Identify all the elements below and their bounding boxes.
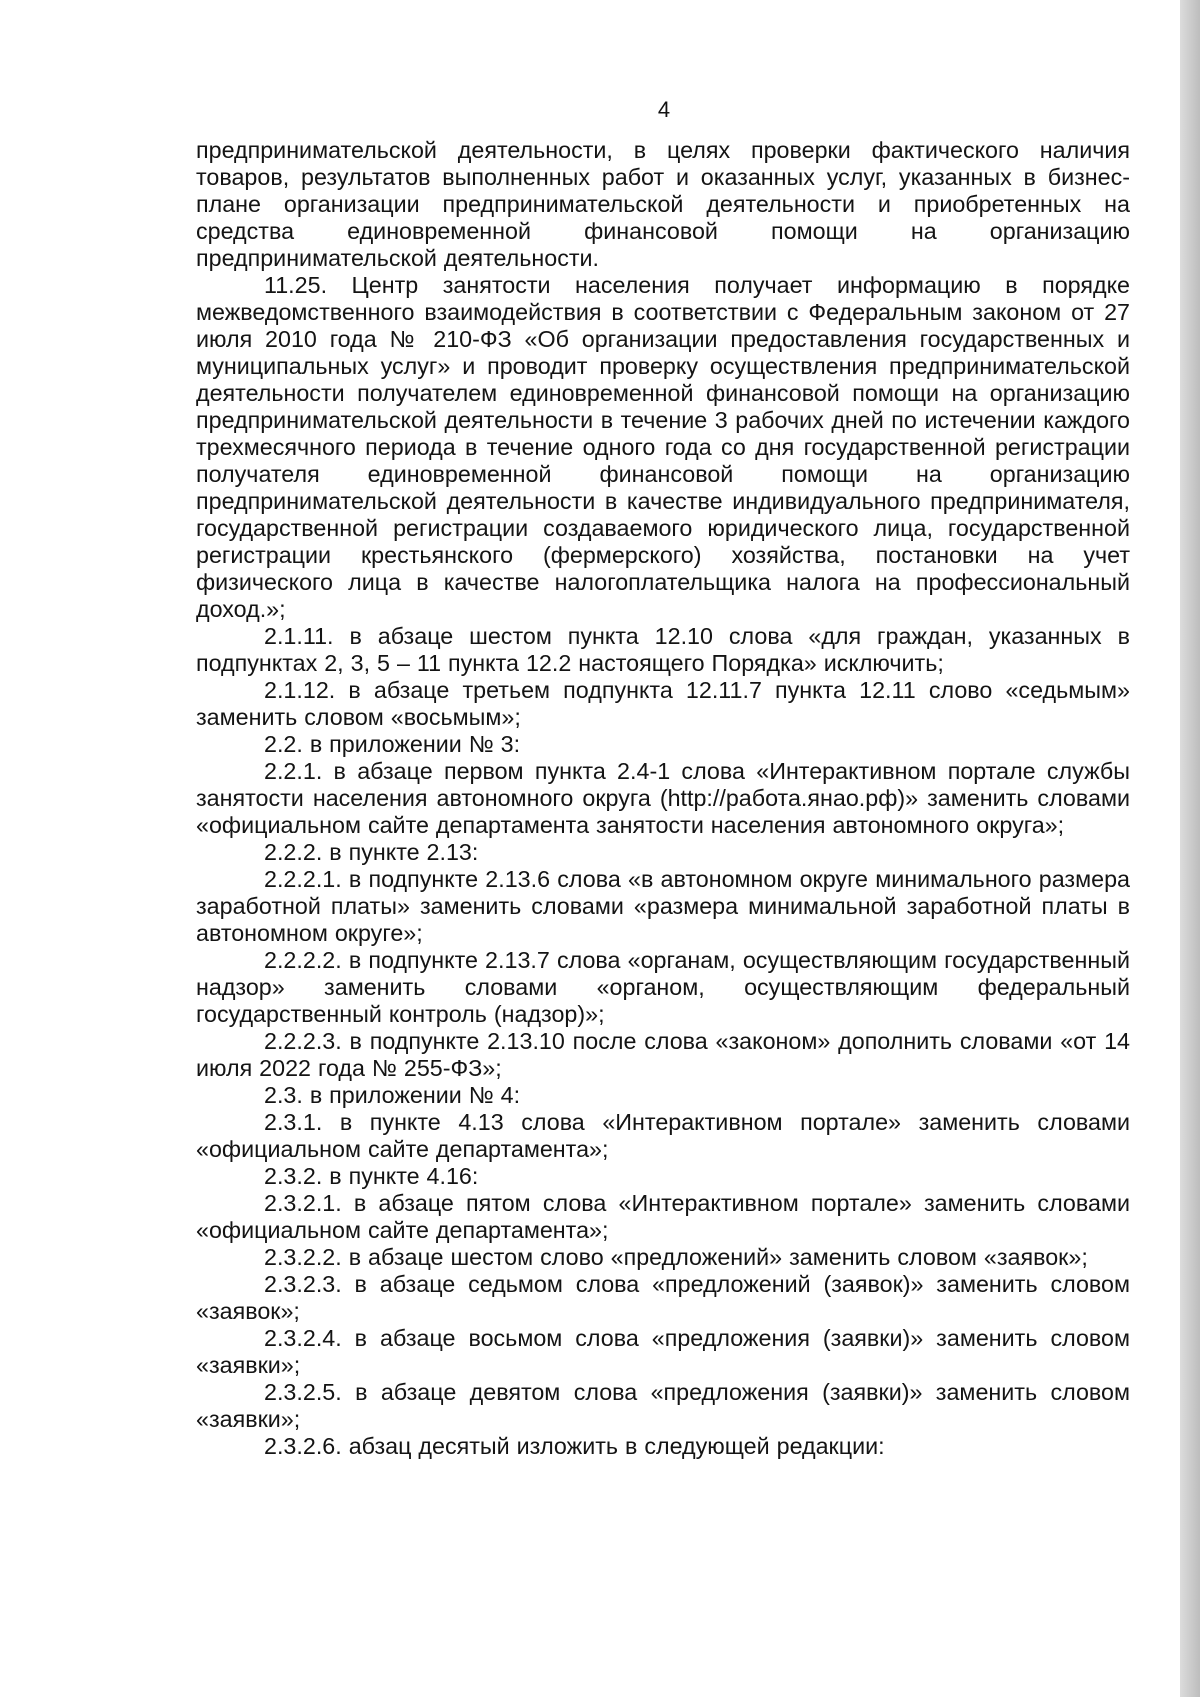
paragraph-item-11-25: 11.25. Центр занятости населения получает информацию в порядке межведомственного взаимодействия в соответствии с Федеральным законом от 27 июля 2010 года № 210-ФЗ «Об организации предоставления государственных и муниципальных услуг» и проводит проверку осуществления предпринимательской деятельности получателем единовременной финансовой помощи на организацию предпринимательской деятельности в течение 3 рабочих дней по истечении каждого трехмесячного периода в течение одного года со дня государственной регистрации получателя единовременной финансовой помощи на организацию предпринимательской деятельности в качестве индивидуального предпринимателя, государственной регистрации создаваемого юридического лица, государственной регистрации крестьянского (фермерского) хозяйства, постановки на учет физического лица в качестве налогоплательщика налога на профессиональный доход.»; bbox=[196, 272, 1130, 622]
paragraph-item-2-3-2-2: 2.3.2.2. в абзаце шестом слово «предложений» заменить словом «заявок»; bbox=[264, 1244, 1088, 1270]
paragraph-item-2-3: 2.3. в приложении № 4: bbox=[264, 1082, 521, 1108]
paragraph-continuation: предпринимательской деятельности, в целях проверки фактического наличия товаров, результатов выполненных работ и оказанных услуг, указанных в бизнес-плане организации предпринимательской деятельности и приобретенных на средства единовременной финансовой помощи на организацию предпринимательской деятельности. bbox=[196, 137, 1130, 271]
paragraph-item-2-2-2-3: 2.2.2.3. в подпункте 2.13.10 после слова «законом» дополнить словами «от 14 июля 2022 года № 255-ФЗ»; bbox=[196, 1028, 1130, 1081]
document-body bbox=[196, 137, 1130, 1460]
paragraph-item-2-2-2-1: 2.2.2.1. в подпункте 2.13.6 слова «в автономном округе минимального размера заработной платы» заменить словами «размера минимальной заработной платы в автономном округе»; bbox=[196, 866, 1130, 946]
paragraph-item-2-3-2-6: 2.3.2.6. абзац десятый изложить в следующей редакции: bbox=[264, 1433, 885, 1459]
paragraph-item-2-2-2: 2.2.2. в пункте 2.13: bbox=[264, 839, 479, 865]
paragraph-item-2-3-2-1: 2.3.2.1. в абзаце пятом слова «Интерактивном портале» заменить словами «официальном сайте департамента»; bbox=[196, 1190, 1130, 1243]
paragraph-item-2-3-2-3: 2.3.2.3. в абзаце седьмом слова «предложений (заявок)» заменить словом «заявок»; bbox=[196, 1271, 1130, 1324]
paragraph-item-2-3-2-5: 2.3.2.5. в абзаце девятом слова «предложения (заявки)» заменить словом «заявки»; bbox=[196, 1379, 1130, 1432]
paragraph-item-2-3-1: 2.3.1. в пункте 4.13 слова «Интерактивном портале» заменить словами «официальном сайте департамента»; bbox=[196, 1109, 1130, 1162]
paragraph-item-2-2: 2.2. в приложении № 3: bbox=[264, 731, 521, 757]
scan-edge-shadow bbox=[1180, 0, 1200, 1697]
paragraph-item-2-2-2-2: 2.2.2.2. в подпункте 2.13.7 слова «органам, осуществляющим государственный надзор» заменить словами «органом, осуществляющим федеральный государственный контроль (надзор)»; bbox=[196, 947, 1130, 1027]
page-number: 4 bbox=[657, 97, 671, 122]
paragraph-item-2-1-11: 2.1.11. в абзаце шестом пункта 12.10 слова «для граждан, указанных в подпунктах 2, 3, 5 – 11 пункта 12.2 настоящего Порядка» исключить; bbox=[196, 623, 1130, 676]
paragraph-item-2-3-2: 2.3.2. в пункте 4.16: bbox=[264, 1163, 479, 1189]
paragraph-item-2-1-12: 2.1.12. в абзаце третьем подпункта 12.11.7 пункта 12.11 слово «седьмым» заменить словом «восьмым»; bbox=[196, 677, 1130, 730]
paragraph-item-2-3-2-4: 2.3.2.4. в абзаце восьмом слова «предложения (заявки)» заменить словом «заявки»; bbox=[196, 1325, 1130, 1378]
paragraph-item-2-2-1: 2.2.1. в абзаце первом пункта 2.4-1 слова «Интерактивном портале службы занятости населения автономного округа (http://работа.янао.рф)» заменить словами «официальном сайте департамента занятости населения автономного округа»; bbox=[196, 758, 1130, 838]
